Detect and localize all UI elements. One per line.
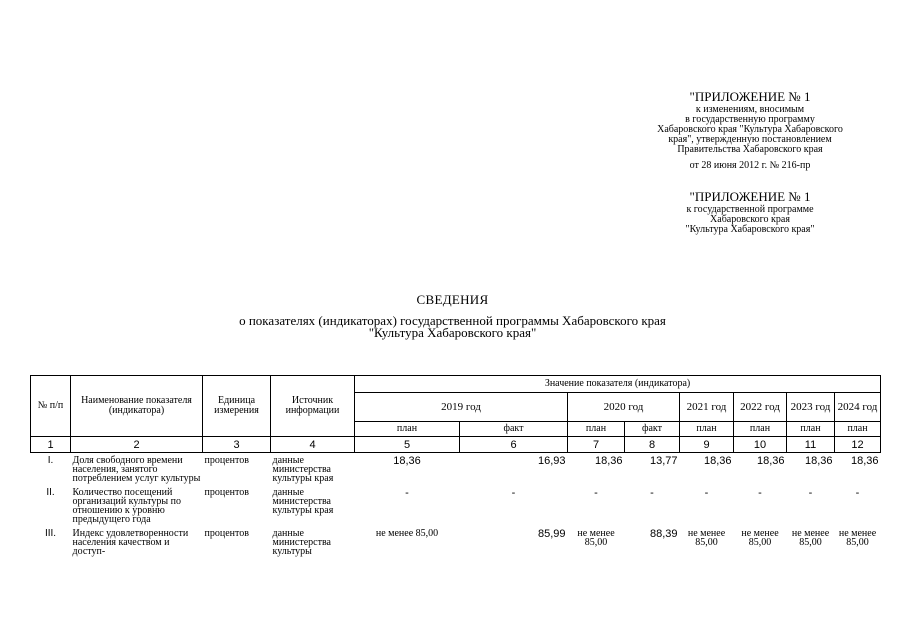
table-row — [31, 453, 881, 486]
document-subtitle-line-1: о показателях (индикаторах) государственной программы Хабаровского края — [239, 313, 666, 328]
header-year-2019: 2019 год — [355, 393, 568, 422]
appendix-changes-block — [610, 90, 890, 171]
value-2021-plan: не менее 85,00 — [687, 528, 726, 548]
header-source: Источник информации — [271, 376, 355, 437]
value-2020-fact: 13,77 — [649, 455, 678, 467]
value-2021-plan: - — [704, 487, 709, 499]
document-title-block — [0, 292, 905, 339]
column-number: 3 — [203, 437, 271, 453]
header-indicator-name: Наименование показателя (индикатора) — [71, 376, 203, 437]
value-2022-plan: - — [758, 487, 762, 499]
appendix-program-line: "Культура Хабаровского края" — [685, 224, 815, 235]
appendix-program-block — [610, 190, 890, 235]
indicator-unit: процентов — [204, 455, 249, 466]
document-title: СВЕДЕНИЯ — [416, 292, 489, 307]
header-year-2022: 2022 год — [734, 393, 787, 422]
appendix-changes-heading: "ПРИЛОЖЕНИЕ № 1 — [689, 89, 811, 104]
indicator-name: Доля свободного времени населения, занятого потреблением услуг культуры — [72, 455, 201, 484]
indicator-unit: процентов — [204, 528, 249, 539]
header-fact: факт — [625, 422, 680, 437]
document-subtitle-line-2: "Культура Хабаровского края" — [368, 325, 537, 340]
value-2023-plan: 18,36 — [804, 455, 833, 467]
header-year-2020: 2020 год — [568, 393, 680, 422]
header-number: № п/п — [31, 376, 71, 437]
value-2019-plan: не менее 85,00 — [375, 528, 439, 539]
value-2019-fact: 16,93 — [537, 455, 566, 467]
column-number: 1 — [31, 437, 71, 453]
header-plan: план — [355, 422, 460, 437]
appendix-changes-line: Правительства Хабаровского края — [677, 144, 823, 155]
appendix-changes-line: к изменениям, вносимым — [695, 104, 805, 115]
value-2021-plan: 18,36 — [703, 455, 732, 467]
indicator-unit: процентов — [204, 487, 249, 498]
indicators-table — [30, 375, 881, 558]
column-number: 4 — [271, 437, 355, 453]
table-row — [31, 526, 881, 558]
header-plan: план — [787, 422, 835, 437]
column-number: 5 — [355, 437, 460, 453]
table-row — [31, 485, 881, 526]
column-number: 8 — [625, 437, 680, 453]
value-2023-plan: - — [808, 487, 813, 499]
appendix-program-line: Хабаровского края — [710, 214, 790, 225]
value-2022-plan: не менее 85,00 — [741, 528, 779, 548]
value-2020-plan: 18,36 — [594, 455, 623, 467]
header-year-2023: 2023 год — [787, 393, 835, 422]
column-number: 2 — [71, 437, 203, 453]
header-plan: план — [680, 422, 734, 437]
value-2019-fact: - — [511, 487, 516, 499]
indicator-name: Количество посещений организаций культуры по отношению к уровню предыдущего года — [72, 487, 181, 525]
row-number: I. — [47, 455, 54, 466]
value-2019-plan: - — [405, 487, 409, 499]
header-fact: факт — [460, 422, 568, 437]
column-number: 9 — [680, 437, 734, 453]
appendix-program-heading: "ПРИЛОЖЕНИЕ № 1 — [689, 189, 811, 204]
column-number: 7 — [568, 437, 625, 453]
header-plan: план — [568, 422, 625, 437]
appendix-program-line: к государственной программе — [686, 204, 814, 215]
value-2020-plan: не менее 85,00 — [577, 528, 615, 548]
indicator-source: данные министерства культуры — [272, 528, 331, 557]
column-number: 10 — [734, 437, 787, 453]
value-2020-fact: - — [650, 487, 654, 499]
header-year-2024: 2024 год — [835, 393, 881, 422]
header-year-2021: 2021 год — [680, 393, 734, 422]
indicator-source: данные министерства культуры края — [272, 455, 334, 484]
column-number: 11 — [787, 437, 835, 453]
appendix-changes-line: Хабаровского края "Культура Хабаровского — [657, 124, 843, 135]
value-2023-plan: не менее 85,00 — [791, 528, 830, 548]
row-number: II. — [46, 487, 55, 498]
appendix-changes-date: от 28 июня 2012 г. № 216-пр — [689, 160, 811, 171]
value-2024-plan: - — [855, 487, 860, 499]
value-2019-fact: 85,99 — [537, 528, 566, 540]
value-2022-plan: 18,36 — [756, 455, 785, 467]
header-plan: план — [734, 422, 787, 437]
appendix-changes-line: в государственную программу — [685, 114, 815, 125]
row-number: III. — [44, 528, 57, 539]
appendix-changes-line: края", утвержденную постановлением — [668, 134, 832, 145]
value-2020-fact: 88,39 — [649, 528, 678, 540]
indicator-source: данные министерства культуры края — [272, 487, 334, 516]
value-2024-plan: 18,36 — [851, 455, 879, 467]
header-unit: Единица измерения — [203, 376, 271, 437]
column-number: 12 — [835, 437, 881, 453]
value-2020-plan: - — [594, 487, 598, 499]
header-plan: план — [835, 422, 881, 437]
value-2019-plan: 18,36 — [393, 455, 421, 467]
column-number: 6 — [460, 437, 568, 453]
value-2024-plan: не менее 85,00 — [838, 528, 877, 548]
indicator-name: Индекс удовлетворенности населения качеством и доступ- — [72, 528, 189, 557]
header-indicator-value: Значение показателя (индикатора) — [355, 376, 881, 393]
